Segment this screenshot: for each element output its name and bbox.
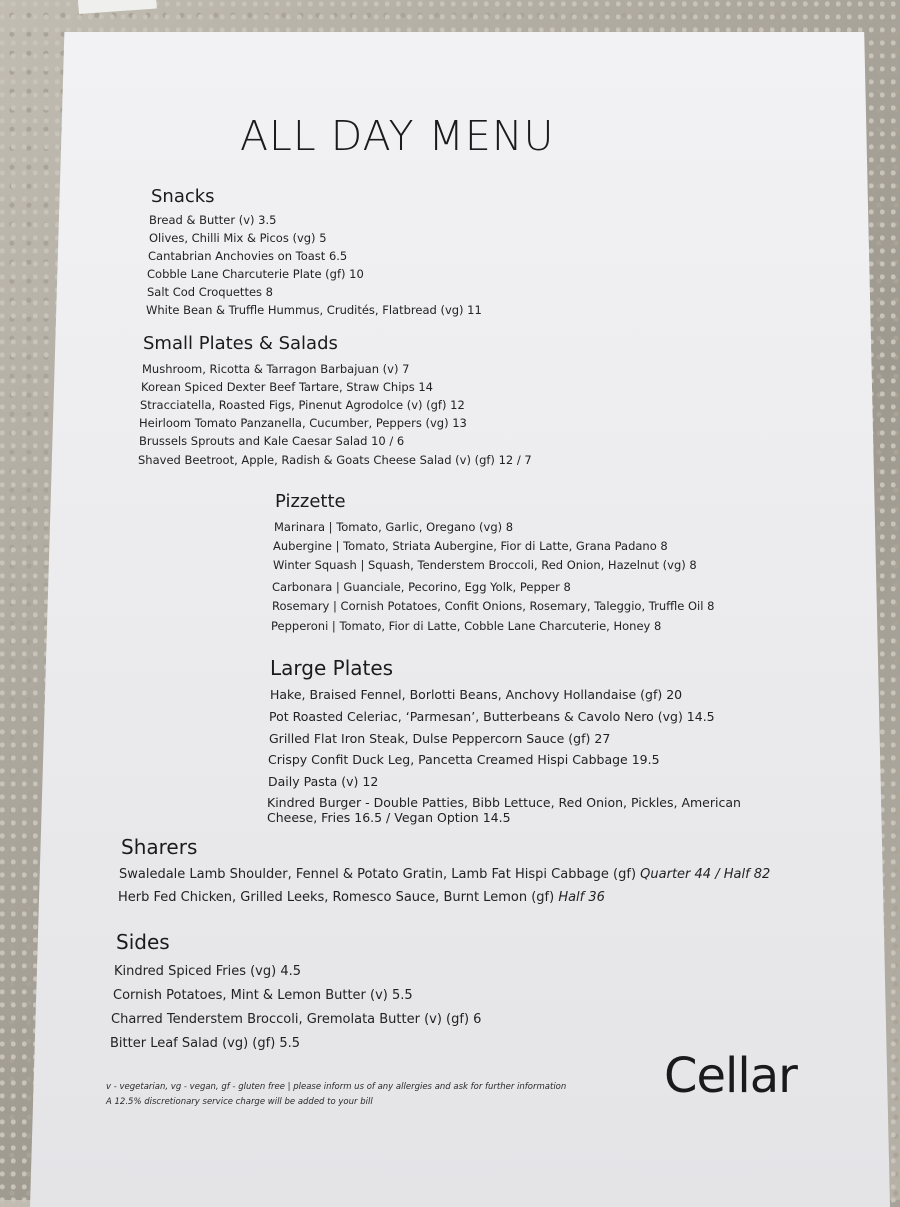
section-heading-sharers: Sharers — [121, 835, 198, 859]
section-heading-sides: Sides — [116, 930, 170, 954]
item-price: Half 36 — [558, 890, 605, 905]
section-heading-small-plates: Small Plates & Salads — [143, 333, 338, 354]
service-charge-note: A 12.5% discretionary service charge will be added to your bill — [106, 1097, 373, 1107]
menu-item: Mushroom, Ricotta & Tarragon Barbajuan (v) 7 — [142, 362, 410, 376]
section-heading-pizzette: Pizzette — [275, 491, 346, 512]
menu-item: Olives, Chilli Mix & Picos (vg) 5 — [149, 231, 327, 245]
menu-item: Rosemary | Cornish Potatoes, Confit Onions, Rosemary, Taleggio, Truffle Oil 8 — [272, 599, 715, 613]
menu-item: Stracciatella, Roasted Figs, Pinenut Agrodolce (v) (gf) 12 — [140, 398, 465, 412]
menu-item: Charred Tenderstem Broccoli, Gremolata Butter (v) (gf) 6 — [111, 1012, 482, 1027]
menu-item: Daily Pasta (v) 12 — [268, 774, 379, 789]
menu-item: Pot Roasted Celeriac, ‘Parmesan’, Butterbeans & Cavolo Nero (vg) 14.5 — [269, 709, 715, 724]
menu-item — [119, 867, 770, 882]
item-price: Quarter 44 / Half 82 — [640, 867, 771, 882]
menu-item: Marinara | Tomato, Garlic, Oregano (vg) 8 — [274, 520, 514, 534]
menu-item: Pepperoni | Tomato, Fior di Latte, Cobble Lane Charcuterie, Honey 8 — [271, 619, 662, 633]
menu-item: White Bean & Truffle Hummus, Crudités, Flatbread (vg) 11 — [146, 303, 482, 317]
cellar-logo: Cellar — [664, 1048, 797, 1104]
menu-item: Kindred Burger - Double Patties, Bibb Lettuce, Red Onion, Pickles, American Cheese, Fries 16.5 / Vegan Option 14.5 — [267, 795, 741, 825]
menu-item: Brussels Sprouts and Kale Caesar Salad 10 / 6 — [139, 434, 405, 448]
item-text: Herb Fed Chicken, Grilled Leeks, Romesco Sauce, Burnt Lemon (gf) — [118, 890, 555, 905]
menu-item: Salt Cod Croquettes 8 — [147, 285, 273, 299]
menu-item: Bread & Butter (v) 3.5 — [149, 213, 277, 227]
menu-item: Cobble Lane Charcuterie Plate (gf) 10 — [147, 267, 364, 281]
menu-item: Grilled Flat Iron Steak, Dulse Peppercorn Sauce (gf) 27 — [269, 731, 611, 746]
section-heading-snacks: Snacks — [151, 186, 215, 207]
menu-item: Carbonara | Guanciale, Pecorino, Egg Yolk, Pepper 8 — [272, 580, 571, 594]
menu-item: Cornish Potatoes, Mint & Lemon Butter (v) 5.5 — [113, 988, 413, 1003]
note-corner — [78, 0, 157, 14]
menu-item: Crispy Confit Duck Leg, Pancetta Creamed Hispi Cabbage 19.5 — [268, 752, 660, 767]
menu-item: Winter Squash | Squash, Tenderstem Broccoli, Red Onion, Hazelnut (vg) 8 — [273, 558, 697, 572]
menu-item: Hake, Braised Fennel, Borlotti Beans, Anchovy Hollandaise (gf) 20 — [270, 687, 683, 702]
menu-title: ALL DAY MENU — [240, 112, 555, 160]
item-text: Swaledale Lamb Shoulder, Fennel & Potato Gratin, Lamb Fat Hispi Cabbage (gf) — [119, 867, 637, 882]
dietary-key-note: v - vegetarian, vg - vegan, gf - gluten free | please inform us of any allergies and ask for further information — [106, 1082, 567, 1092]
menu-item: Aubergine | Tomato, Striata Aubergine, Fior di Latte, Grana Padano 8 — [273, 539, 668, 553]
menu-item — [118, 890, 605, 905]
menu-item: Shaved Beetroot, Apple, Radish & Goats Cheese Salad (v) (gf) 12 / 7 — [138, 453, 532, 467]
menu-item: Kindred Spiced Fries (vg) 4.5 — [114, 964, 302, 979]
menu-item: Heirloom Tomato Panzanella, Cucumber, Peppers (vg) 13 — [139, 416, 467, 430]
menu-item: Cantabrian Anchovies on Toast 6.5 — [148, 249, 348, 263]
section-heading-large-plates: Large Plates — [270, 656, 394, 680]
menu-item: Bitter Leaf Salad (vg) (gf) 5.5 — [110, 1036, 301, 1051]
menu-item: Korean Spiced Dexter Beef Tartare, Straw Chips 14 — [141, 380, 433, 394]
